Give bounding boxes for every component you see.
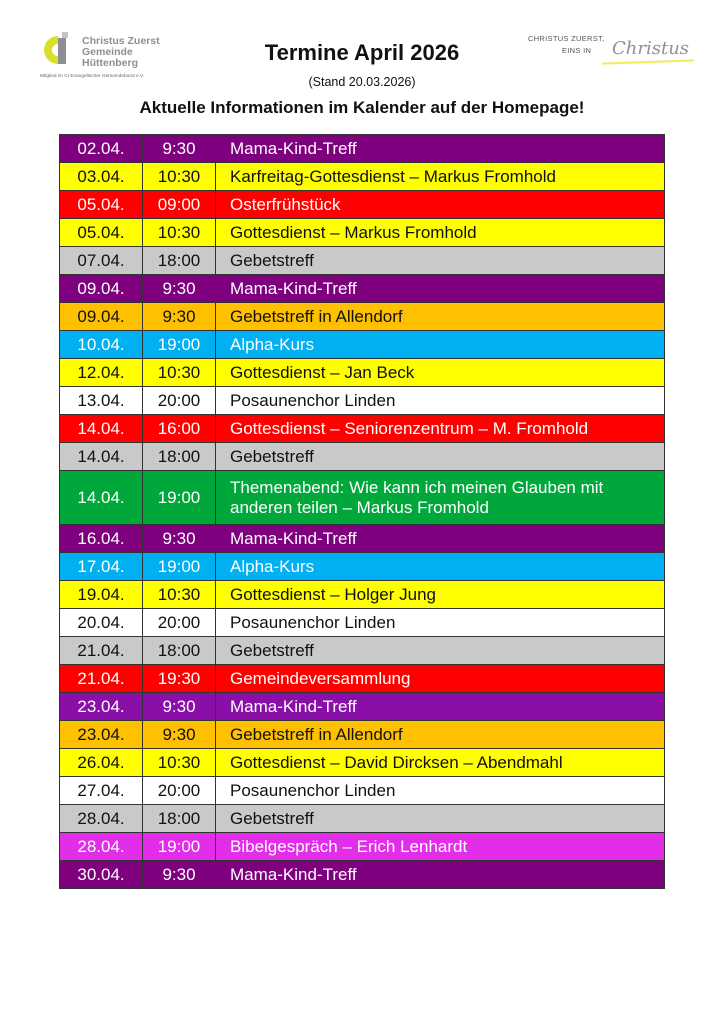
event-time: 19:00: [143, 471, 216, 525]
motto-line2: EINS IN: [562, 46, 592, 55]
event-date: 13.04.: [60, 387, 143, 415]
event-row: [60, 471, 665, 525]
events-table: [59, 134, 665, 889]
event-time: 9:30: [143, 721, 216, 749]
event-title: Mama-Kind-Treff: [216, 693, 665, 721]
page-title: Termine April 2026: [264, 40, 460, 65]
event-title: Gottesdienst – David Dircksen – Abendmahl: [216, 749, 665, 777]
event-date: 28.04.: [60, 805, 143, 833]
event-title: Gebetstreff: [216, 247, 665, 275]
event-row: [60, 861, 665, 889]
event-title: Mama-Kind-Treff: [216, 135, 665, 163]
event-date: 21.04.: [60, 637, 143, 665]
event-title: Osterfrühstück: [216, 191, 665, 219]
event-title: Mama-Kind-Treff: [216, 525, 665, 553]
event-date: 12.04.: [60, 359, 143, 387]
event-row: [60, 135, 665, 163]
event-row: [60, 637, 665, 665]
event-row: [60, 721, 665, 749]
event-date: 16.04.: [60, 525, 143, 553]
event-title: Gebetstreff in Allendorf: [216, 721, 665, 749]
event-date: 28.04.: [60, 833, 143, 861]
event-row: [60, 665, 665, 693]
logo-line: Gemeinde: [82, 46, 133, 58]
event-row: [60, 331, 665, 359]
event-time: 20:00: [143, 777, 216, 805]
event-title: Posaunenchor Linden: [216, 387, 665, 415]
event-row: [60, 275, 665, 303]
event-row: [60, 525, 665, 553]
event-time: 16:00: [143, 415, 216, 443]
event-date: 17.04.: [60, 553, 143, 581]
event-date: 19.04.: [60, 581, 143, 609]
event-title: Karfreitag-Gottesdienst – Markus Fromhold: [216, 163, 665, 191]
event-row: [60, 247, 665, 275]
event-row: [60, 749, 665, 777]
event-date: 23.04.: [60, 693, 143, 721]
motto-line1: CHRISTUS ZUERST,: [528, 34, 605, 43]
info-note: Aktuelle Informationen im Kalender auf der Homepage!: [139, 98, 585, 117]
event-time: 9:30: [143, 861, 216, 889]
event-row: [60, 191, 665, 219]
event-time: 20:00: [143, 609, 216, 637]
logo-line: Hüttenberg: [82, 57, 138, 69]
event-date: 20.04.: [60, 609, 143, 637]
event-date: 09.04.: [60, 303, 143, 331]
event-row: [60, 581, 665, 609]
event-time: 18:00: [143, 637, 216, 665]
event-date: 14.04.: [60, 471, 143, 525]
event-time: 9:30: [143, 275, 216, 303]
event-time: 18:00: [143, 805, 216, 833]
event-time: 19:00: [143, 833, 216, 861]
event-time: 20:00: [143, 387, 216, 415]
event-time: 9:30: [143, 135, 216, 163]
event-date: 23.04.: [60, 721, 143, 749]
event-title: Gottesdienst – Markus Fromhold: [216, 219, 665, 247]
event-time: 10:30: [143, 219, 216, 247]
logo-line: Christus Zuerst: [82, 35, 160, 47]
event-time: 9:30: [143, 303, 216, 331]
event-time: 18:00: [143, 443, 216, 471]
event-date: 26.04.: [60, 749, 143, 777]
stand-date: (Stand 20.03.2026): [308, 75, 416, 89]
event-time: 10:30: [143, 581, 216, 609]
event-time: 18:00: [143, 247, 216, 275]
event-row: [60, 359, 665, 387]
event-row: [60, 777, 665, 805]
event-title: Gebetstreff: [216, 805, 665, 833]
event-date: 27.04.: [60, 777, 143, 805]
event-title: Mama-Kind-Treff: [216, 861, 665, 889]
event-row: [60, 609, 665, 637]
event-row: [60, 303, 665, 331]
event-title: Themenabend: Wie kann ich meinen Glauben mit anderen teilen – Markus Fromhold: [216, 471, 665, 525]
event-row: [60, 833, 665, 861]
event-row: [60, 805, 665, 833]
event-time: 19:30: [143, 665, 216, 693]
event-row: [60, 443, 665, 471]
event-row: [60, 693, 665, 721]
motto-script: Christus: [612, 38, 690, 59]
event-title: Gottesdienst – Seniorenzentrum – M. Fromhold: [216, 415, 665, 443]
event-row: [60, 553, 665, 581]
event-title: Bibelgespräch – Erich Lenhardt: [216, 833, 665, 861]
event-title: Gottesdienst – Holger Jung: [216, 581, 665, 609]
event-time: 10:30: [143, 749, 216, 777]
event-title: Gottesdienst – Jan Beck: [216, 359, 665, 387]
event-date: 02.04.: [60, 135, 143, 163]
logo-subtitle: Mitglied im CI Evangelischer Gemeindebund e.V.: [40, 74, 145, 79]
event-time: 19:00: [143, 553, 216, 581]
event-title: Alpha-Kurs: [216, 553, 665, 581]
event-time: 9:30: [143, 525, 216, 553]
event-date: 10.04.: [60, 331, 143, 359]
event-date: 07.04.: [60, 247, 143, 275]
event-title: Mama-Kind-Treff: [216, 275, 665, 303]
event-row: [60, 163, 665, 191]
event-title: Posaunenchor Linden: [216, 609, 665, 637]
event-row: [60, 387, 665, 415]
event-row: [60, 219, 665, 247]
event-row: [60, 415, 665, 443]
event-title: Gebetstreff in Allendorf: [216, 303, 665, 331]
event-date: 14.04.: [60, 443, 143, 471]
event-date: 30.04.: [60, 861, 143, 889]
event-title: Gebetstreff: [216, 443, 665, 471]
event-time: 9:30: [143, 693, 216, 721]
event-date: 05.04.: [60, 219, 143, 247]
event-date: 14.04.: [60, 415, 143, 443]
event-title: Alpha-Kurs: [216, 331, 665, 359]
event-date: 09.04.: [60, 275, 143, 303]
event-time: 09:00: [143, 191, 216, 219]
event-title: Gebetstreff: [216, 637, 665, 665]
event-time: 19:00: [143, 331, 216, 359]
event-time: 10:30: [143, 359, 216, 387]
event-title: Posaunenchor Linden: [216, 777, 665, 805]
event-date: 03.04.: [60, 163, 143, 191]
event-title: Gemeindeversammlung: [216, 665, 665, 693]
event-time: 10:30: [143, 163, 216, 191]
event-date: 05.04.: [60, 191, 143, 219]
event-date: 21.04.: [60, 665, 143, 693]
